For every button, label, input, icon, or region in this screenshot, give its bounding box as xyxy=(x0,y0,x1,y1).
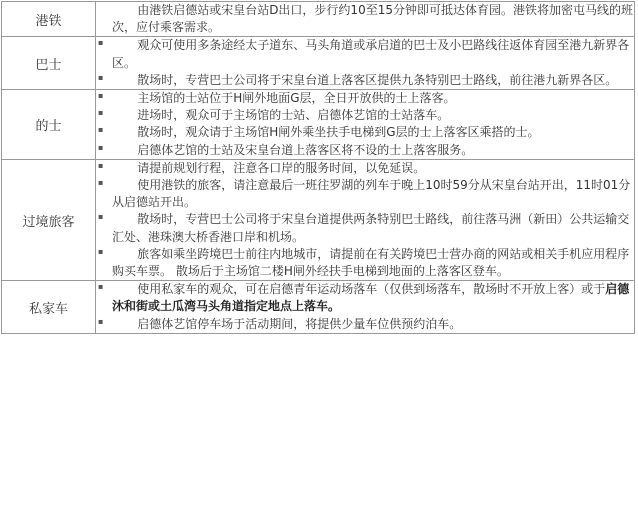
transport-description-cell xyxy=(96,2,635,37)
transport-mode-cell: 港铁 xyxy=(2,2,96,37)
paragraph-text: 散场时，专营巴士公司将于宋皇台道提供两条特别巴士路线，前往落马洲（新田）公共运输交汇处、港珠澳大桥香港口岸和机场。 xyxy=(112,212,630,244)
info-paragraph xyxy=(96,160,634,177)
transport-table-body xyxy=(2,2,635,334)
table-row xyxy=(2,2,635,37)
transport-description-cell xyxy=(96,159,635,280)
bullet-icon: ▪ xyxy=(98,282,104,292)
info-paragraph xyxy=(96,211,634,245)
bullet-icon: ▪ xyxy=(98,142,104,152)
info-paragraph xyxy=(96,177,634,211)
transport-mode-cell: 私家车 xyxy=(2,281,96,334)
table-row xyxy=(2,90,635,160)
paragraph-text: 请提前规划行程，注意各口岸的服务时间，以免延误。 xyxy=(137,160,426,175)
transport-description-cell xyxy=(96,281,635,334)
info-paragraph xyxy=(96,142,634,159)
info-paragraph xyxy=(96,124,634,141)
info-paragraph xyxy=(96,37,634,71)
transport-mode-cell: 过境旅客 xyxy=(2,159,96,280)
paragraph-text: 由港铁启德站或宋皇台站D出口，步行约10至15分钟即可抵达体育园。港铁将加密屯马线的班次，应付乘客需求。 xyxy=(112,3,633,35)
bullet-icon: ▪ xyxy=(98,91,104,101)
transport-mode-cell: 巴士 xyxy=(2,37,96,90)
info-paragraph xyxy=(96,281,634,315)
info-paragraph xyxy=(96,246,634,280)
info-paragraph xyxy=(96,107,634,124)
transport-description-cell xyxy=(96,90,635,160)
bullet-icon: ▪ xyxy=(98,125,104,135)
paragraph-text: 主场馆的士站位于H闸外地面G层，全日开放供的士上落客。 xyxy=(137,91,456,106)
transport-info-table xyxy=(1,1,635,334)
transport-mode-cell: 的士 xyxy=(2,90,96,160)
paragraph-text: 散场时，观众请于主场馆H闸外乘坐扶手电梯到G层的士上落客区乘搭的士。 xyxy=(137,125,540,140)
bullet-icon: ▪ xyxy=(98,38,104,48)
bullet-icon: ▪ xyxy=(98,108,104,118)
bullet-icon: ▪ xyxy=(98,316,104,326)
paragraph-text: 进场时，观众可于主场馆的士站、启德体艺馆的士站落车。 xyxy=(137,108,450,123)
paragraph-text: 使用私家车的观众，可在启德青年运动场落车（仅供到场落车，散场时不开放上客）或于 xyxy=(137,282,606,297)
info-paragraph xyxy=(96,90,634,107)
paragraph-text: 启德体艺馆的士站及宋皇台道上落客区将不设的士上落客服务。 xyxy=(137,142,474,157)
paragraph-text: 散场时，专营巴士公司将于宋皇台道上落客区提供九条特别巴士路线，前往港九新界各区。 xyxy=(137,72,618,87)
bullet-icon: ▪ xyxy=(98,72,104,82)
paragraph-text: 启德体艺馆停车场于活动期间，将提供少量车位供预约泊车。 xyxy=(137,316,462,331)
table-row xyxy=(2,159,635,280)
paragraph-text: 观众可使用多条途经太子道东、马头角道或承启道的巴士及小巴路线往返体育园至港九新界各区。 xyxy=(112,38,630,70)
table-row xyxy=(2,37,635,90)
info-paragraph xyxy=(96,2,634,36)
bullet-icon: ▪ xyxy=(98,246,104,256)
paragraph-bold-text: 启德沐和街或土瓜湾马头角道指定地点上落车。 xyxy=(112,282,630,314)
paragraph-text: 使用港铁的旅客，请注意最后一班往罗湖的列车于晚上10时59分从宋皇台站开出，11时01分从启德站开出。 xyxy=(112,178,631,210)
info-paragraph xyxy=(96,72,634,89)
bullet-icon: ▪ xyxy=(98,160,104,170)
paragraph-text: 旅客如乘坐跨境巴士前往内地城市，请提前在有关跨境巴士营办商的网站或相关手机应用程序购买车票。 散场后于主场馆二楼H闸外经扶手电梯到地面的上落客区登车。 xyxy=(112,246,630,279)
info-paragraph xyxy=(96,316,634,333)
bullet-icon: ▪ xyxy=(98,212,104,222)
bullet-icon: ▪ xyxy=(98,178,104,188)
table-row xyxy=(2,281,635,334)
transport-description-cell xyxy=(96,37,635,90)
